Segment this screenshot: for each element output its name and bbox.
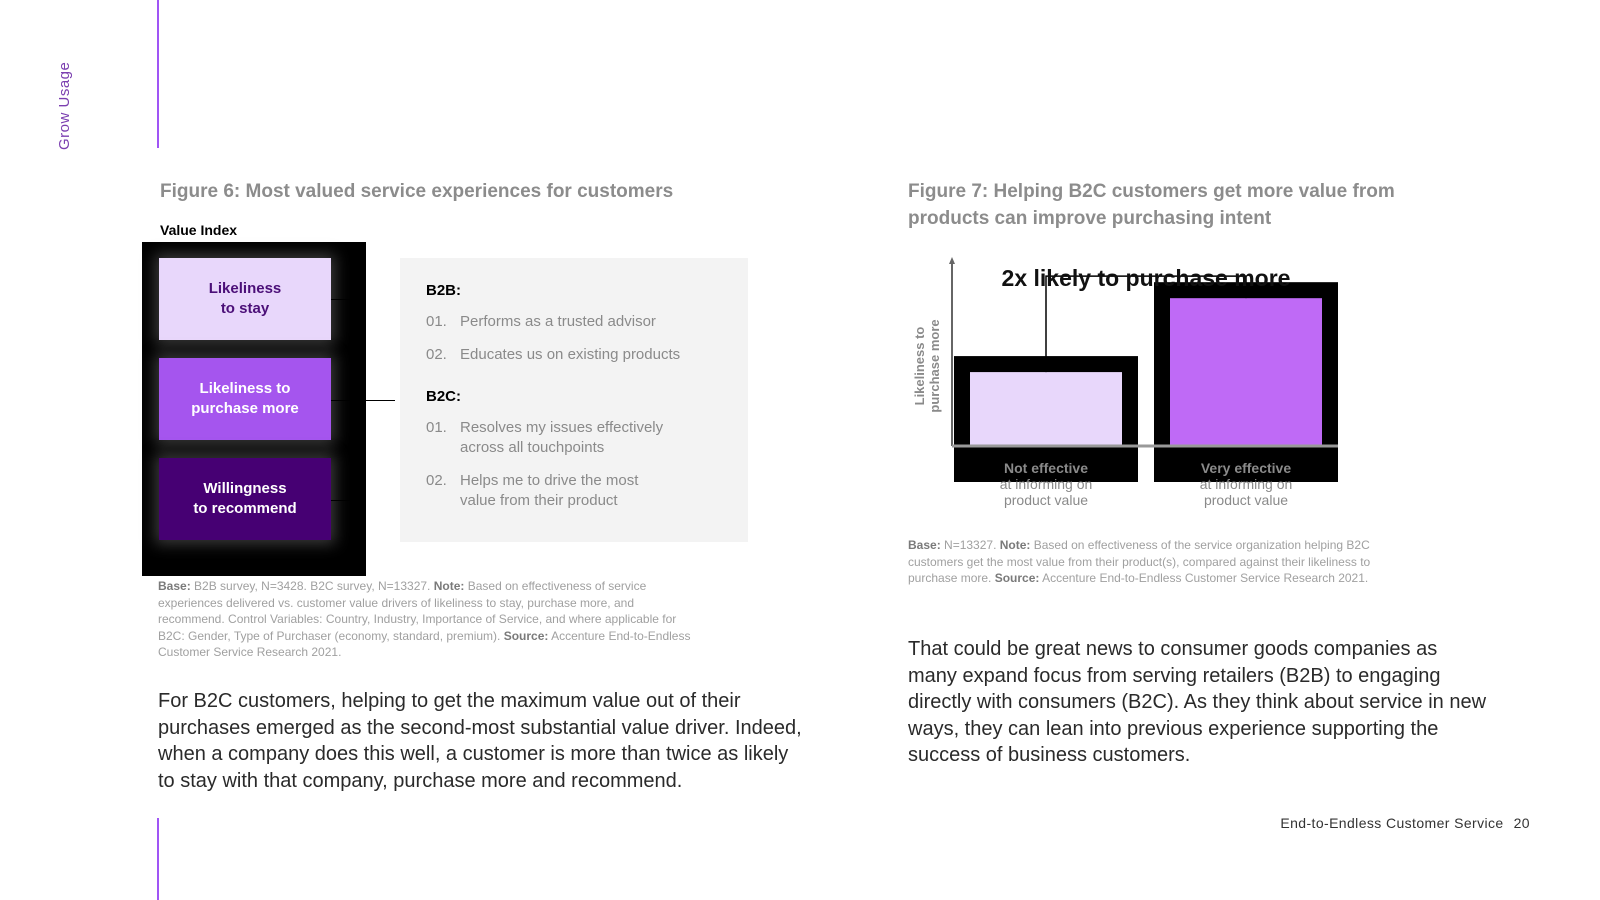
list-item: 02. Educates us on existing products	[426, 346, 681, 363]
drivers-box	[400, 258, 748, 542]
figure7-chart	[900, 256, 1380, 516]
tile-likeliness-to-stay: Likeliness to stay	[159, 258, 331, 340]
list-item: 01. Resolves my issues effectively across all touchpoints	[426, 419, 664, 456]
tile-willingness-to-recommend: Willingness to recommend	[159, 458, 331, 540]
chart-annotation: 2x likely to purchase more	[1001, 265, 1291, 291]
section-label: Grow Usage	[56, 61, 73, 150]
figure7-note: Base: N=13327. Note: Based on effectiveness of the service organization helping B2C customers get the most value from their product(s), compared against their likeliness to purchase more. Source: Accenture End-to-Endless Customer Service Research 2021.	[908, 538, 1371, 585]
y-axis-arrow	[949, 257, 955, 264]
footer	[1270, 815, 1530, 831]
connector-line	[331, 299, 366, 300]
bar	[1170, 298, 1322, 446]
list-item: 01. Performs as a trusted advisor	[426, 313, 656, 330]
figure6-body: For B2C customers, helping to get the maximum value out of their purchases emerged as the second-most substantial value driver. Indeed, when a company does this well, a customer is more than twice as likely to stay with that company, purchase more and recommend.	[158, 690, 802, 792]
figure6-note: Base: B2B survey, N=3428. B2C survey, N=13327. Note: Based on effectiveness of service experiences delivered vs. customer value drivers of likeliness to stay, purchase more, and recommend. Control Variables: Country, Industry, Importance of Service, and where applicable for B2C: Gender, Type of Purchaser (economy, standard, premium). Source: Accenture End-to-Endless Customer Service Research 2021.	[158, 579, 691, 659]
b2c-heading: B2C:	[426, 388, 462, 405]
bottom-accent-line	[157, 818, 159, 900]
figure7-title: Figure 7: Helping B2C customers get more value from products can improve purchasing intent	[908, 181, 1395, 229]
category-label: Not effective at informing on product value	[999, 460, 1093, 508]
value-index-label: Value Index	[160, 222, 238, 238]
connector-bracket	[365, 299, 366, 501]
purchase-intent-chart	[900, 256, 1380, 516]
list-item: 02. Helps me to drive the most value from their product	[426, 472, 639, 509]
footer-title: End-to-Endless Customer Service	[1280, 815, 1504, 831]
b2b-heading: B2B:	[426, 282, 462, 299]
figure6-title: Figure 6: Most valued service experiences for customers	[160, 181, 674, 202]
category-label: Very effective at informing on product value	[1199, 460, 1293, 508]
tile-likeliness-to-purchase-more: Likeliness to purchase more	[159, 358, 331, 440]
top-accent-line	[157, 0, 159, 148]
page-number: 20	[1513, 815, 1530, 831]
bar	[970, 372, 1122, 446]
figure7-body: That could be great news to consumer goods companies as many expand focus from serving retailers (B2B) to engaging directly with consumers (B2C). As they think about service in new ways, they can lean into previous experience supporting the success of business customers.	[908, 638, 1487, 767]
connector-line	[331, 500, 366, 501]
connector-line	[331, 400, 395, 401]
y-axis-label: Likeliness topurchase more	[912, 319, 942, 413]
